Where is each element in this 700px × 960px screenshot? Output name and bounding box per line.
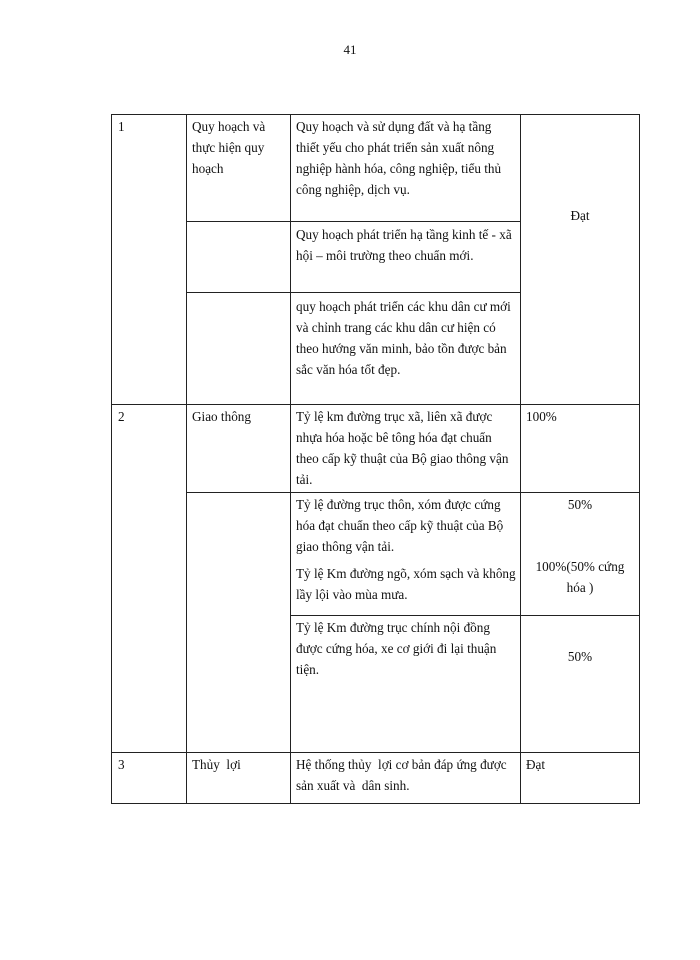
criterion-cell: Quy hoạch và thực hiện quy hoạch	[192, 119, 266, 176]
result-cell: Đạt	[526, 757, 546, 772]
subrow-divider	[186, 292, 520, 293]
row-divider	[111, 752, 640, 753]
subrow-divider	[186, 221, 520, 222]
content-cell: Quy hoạch phát triển hạ tầng kinh tế - xã hội – môi trường theo chuẩn mới.	[296, 227, 512, 263]
subrow-divider	[290, 615, 640, 616]
result-cell: 100%	[526, 409, 557, 424]
content-cell: Tỷ lệ Km đường trục chính nội đồng được cứng hóa, xe cơ giới đi lại thuận tiện.	[296, 620, 497, 677]
content-cell: Tỷ lệ km đường trục xã, liên xã được nhựa hóa hoặc bê tông hóa đạt chuẩn theo cấp kỹ thuật của Bộ giao thông vận tải.	[296, 409, 509, 487]
col-divider	[186, 114, 187, 804]
content-cell: Hệ thống thủy lợi cơ bản đáp ứng được sản xuất và dân sinh.	[296, 757, 510, 793]
page-number: 41	[343, 42, 357, 57]
row-number: 2	[118, 409, 125, 424]
row-number: 1	[118, 119, 125, 134]
table-border-bottom	[111, 803, 640, 804]
result-cell: 50%	[567, 497, 593, 512]
criteria-table	[111, 114, 640, 804]
table-border-top	[111, 114, 640, 115]
row-divider	[111, 404, 640, 405]
content-cell: Quy hoạch và sử dụng đất và hạ tầng thiết yếu cho phát triển sản xuất nông nghiệp hành hóa, công nghiệp, tiểu thủ công nghiệp, dịch vụ.	[296, 119, 502, 197]
content-cell: quy hoạch phát triển các khu dân cư mới và chỉnh trang các khu dân cư hiện có theo hướng văn minh, bảo tồn được bản sắc văn hóa tốt đẹp.	[296, 299, 511, 377]
result-cell: 100%(50% cứng hóa )	[535, 559, 625, 595]
criterion-cell: Giao thông	[192, 409, 251, 424]
content-cell: Tỷ lệ Km đường ngõ, xóm sạch và không lầy lội vào mùa mưa.	[296, 566, 516, 602]
criterion-cell: Thủy lợi	[192, 757, 241, 772]
row-number: 3	[118, 757, 125, 772]
result-cell: Đạt	[570, 208, 590, 223]
table-border-left	[111, 114, 112, 804]
subrow-divider	[186, 492, 640, 493]
result-cell: 50%	[567, 649, 593, 664]
content-cell: Tỷ lệ đường trục thôn, xóm được cứng hóa đạt chuẩn theo cấp kỹ thuật của Bộ giao thông vận tải.	[296, 497, 504, 554]
